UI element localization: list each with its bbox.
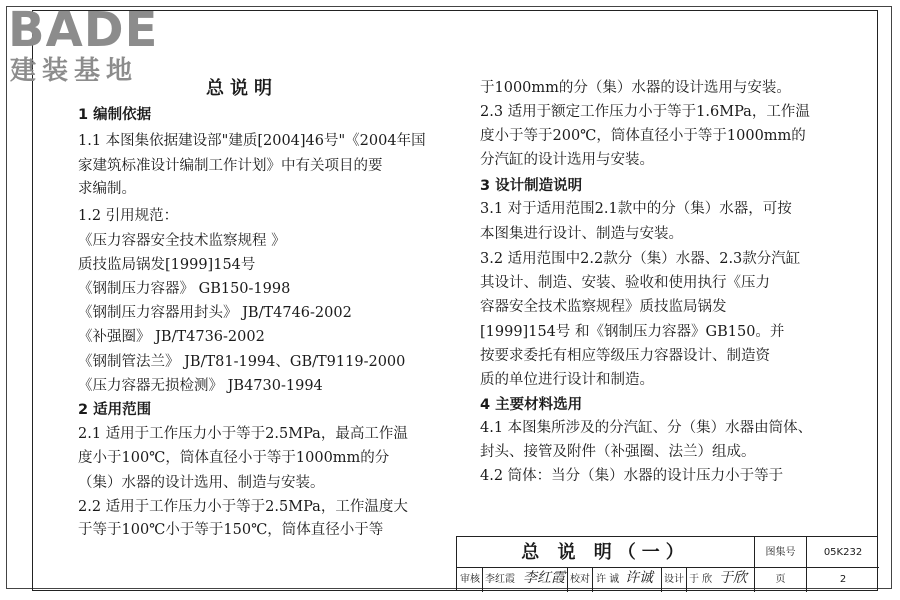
signature-row	[457, 568, 755, 592]
text-line: 4 主要材料选用	[480, 397, 583, 413]
text-line: [1999]154号 和《钢制压力容器》GB150。并	[480, 324, 785, 340]
text-line: 《补强圈》 JB/T4736-2002	[78, 329, 265, 345]
text-line: 本图集进行设计、制造与安装。	[480, 226, 683, 242]
page-number: 2	[839, 574, 847, 585]
text-line: 《压力容器无损检测》 JB4730-1994	[78, 378, 323, 394]
text-line: 于1000mm的分（集）水器的设计选用与安装。	[480, 80, 791, 96]
checker-name: 许 诚	[596, 574, 620, 585]
text-line: 2.3 适用于额定工作压力小于等于1.6MPa，工作温	[480, 104, 810, 120]
text-line: 度小于等于200℃，筒体直径小于等于1000mm的	[480, 128, 806, 144]
designer-label: 设计	[664, 574, 684, 585]
text-line: 《钢制压力容器》 GB150-1998	[78, 281, 291, 297]
text-line: 度小于100℃，筒体直径小于等于1000mm的分	[78, 450, 390, 466]
designer-signature: 于欣	[719, 570, 747, 586]
text-line: 于等于100℃小于等于150℃，筒体直径小于等	[78, 522, 384, 538]
text-line: 1.1 本图集依据建设部"建质[2004]46号"《2004年国	[78, 133, 426, 149]
text-line: 1.2 引用规范：	[78, 208, 179, 224]
logo-brand-text: BADE	[8, 2, 159, 58]
text-line: 求编制。	[78, 181, 136, 197]
text-line: 4.1 本图集所涉及的分汽缸、分（集）水器由筒体、	[480, 420, 813, 436]
atlas-number-label: 图集号	[755, 537, 807, 568]
title-block	[456, 536, 878, 591]
text-line: 3.1 对于适用范围2.1款中的分（集）水器，可按	[480, 201, 792, 217]
text-line: 《钢制压力容器用封头》 JB/T4746-2002	[78, 305, 352, 321]
text-line: 2 适用范围	[78, 402, 152, 418]
designer-name: 于 欣	[689, 574, 713, 585]
logo-subtitle: 建装基地	[10, 56, 139, 86]
text-line: 分汽缸的设计选用与安装。	[480, 152, 654, 168]
text-line: 按要求委托有相应等级压力容器设计、制造资	[480, 348, 770, 364]
text-line: 3.2 适用范围中2.2款分（集）水器、2.3款分汽缸	[480, 251, 801, 267]
text-line: 2.2 适用于工作压力小于等于2.5MPa，工作温度大	[78, 499, 408, 515]
text-line: 质技监局锅发[1999]154号	[78, 257, 256, 273]
title-block-title: 总 说 明（一）	[457, 537, 755, 568]
reviewer-signature: 李红霞	[523, 570, 565, 586]
reviewer-name: 李红霞	[485, 574, 515, 585]
text-line: 1 编制依据	[78, 107, 152, 123]
text-line: 质的单位进行设计和制造。	[480, 372, 654, 388]
text-line: 3 设计制造说明	[480, 178, 583, 194]
page-title: 总说明	[206, 78, 278, 99]
text-line: 4.2 筒体：当分（集）水器的设计压力小于等于	[480, 468, 784, 484]
checker-label: 校对	[570, 574, 590, 585]
page-label: 页	[755, 568, 807, 592]
text-line: 容器安全技术监察规程》质技监局锅发	[480, 299, 727, 315]
text-line: 封头、接管及附件（补强圈、法兰）组成。	[480, 444, 756, 460]
text-line: 其设计、制造、安装、验收和使用执行《压力	[480, 275, 770, 291]
text-line: 2.1 适用于工作压力小于等于2.5MPa，最高工作温	[78, 426, 408, 442]
checker-signature: 许诚	[625, 570, 653, 586]
text-line: 《钢制管法兰》 JB/T81-1994、GB/T9119-2000	[78, 354, 406, 370]
atlas-number: 05K232	[807, 537, 879, 568]
text-line: 《压力容器安全技术监察规程 》	[78, 233, 286, 249]
brand-logo	[6, 2, 176, 88]
text-line: （集）水器的设计选用、制造与安装。	[78, 475, 325, 491]
text-line: 家建筑标准设计编制工作计划》中有关项目的要	[78, 158, 383, 174]
reviewer-label: 审核	[460, 574, 480, 585]
